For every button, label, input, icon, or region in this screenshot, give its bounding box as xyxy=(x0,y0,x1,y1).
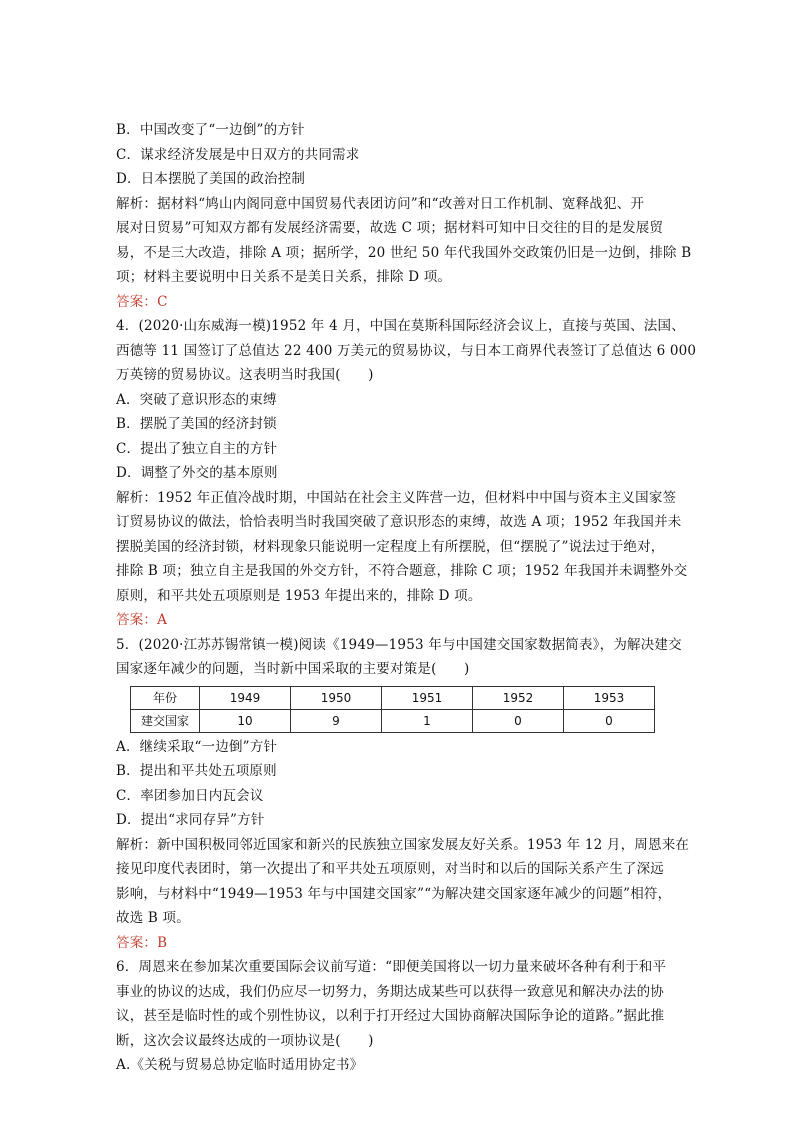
analysis-line: 原则，和平共处五项原则是 1953 年提出来的，排除 D 项。 xyxy=(116,587,482,604)
question-stem-line: 西德等 11 国签订了总值达 22 400 万美元的贸易协议，与日本工商界代表签订了总值达 6 000 xyxy=(116,342,697,359)
analysis-line: 展对日贸易”可知双方都有发展经济需要，故选 C 项；据材料可知中日交往的目的是发展贸 xyxy=(116,220,664,236)
table-cell: 1 xyxy=(382,709,473,732)
option-c: C．谋求经济发展是中日双方的共同需求 xyxy=(116,146,360,163)
question-stem-line: 5．(2020·江苏苏锡常镇一模)阅读《1949—1953 年与中国建交国家数据简表》，为解决建交 xyxy=(116,636,682,653)
diplomacy-data-table xyxy=(130,686,655,733)
analysis-line: 解析：新中国积极同邻近国家和新兴的民族独立国家发展友好关系。1953 年 12 月，周恩来在 xyxy=(116,836,690,853)
question-3 xyxy=(116,118,692,314)
option-b: B．中国改变了“一边倒”的方针 xyxy=(116,122,305,138)
question-stem-line: 6．周恩来在参加某次重要国际会议前写道：“即便美国将以一切力量来破坏各种有利于和平 xyxy=(116,959,667,975)
table-row xyxy=(131,686,655,709)
option-d: D．提出“求同存异”方针 xyxy=(116,812,265,828)
table-cell: 1951 xyxy=(382,686,473,709)
table-cell: 9 xyxy=(291,709,382,732)
table-header-cell: 年份 xyxy=(131,686,200,709)
option-d: D．日本摆脱了美国的政治控制 xyxy=(116,171,306,187)
table-cell: 0 xyxy=(473,709,564,732)
option-b: B．摆脱了美国的经济封锁 xyxy=(116,416,277,432)
question-6 xyxy=(116,955,680,1078)
analysis-line: 项；材料主要说明中日关系不是美日关系，排除 D 项。 xyxy=(116,269,452,285)
table-cell: 1950 xyxy=(291,686,382,709)
option-a: A．突破了意识形态的束缚 xyxy=(116,391,277,408)
table-cell: 0 xyxy=(564,709,655,732)
table-cell: 1952 xyxy=(473,686,564,709)
analysis-line: 解析：1952 年正值冷战时期，中国站在社会主义阵营一边，但材料中中国与资本主义国家签 xyxy=(116,489,677,506)
document-page xyxy=(116,118,697,1078)
analysis-line: 易，不是三大改造，排除 A 项；据所学，20 世纪 50 年代我国外交政策仍旧是一边倒，排除 B xyxy=(116,244,692,261)
option-c: C．提出了独立自主的方针 xyxy=(116,440,278,457)
question-4 xyxy=(116,314,697,633)
question-5 xyxy=(116,633,690,956)
table-cell: 10 xyxy=(200,709,291,732)
option-a: A.《关税与贸易总协定临时适用协定书》 xyxy=(116,1057,364,1073)
analysis-line: 故选 B 项。 xyxy=(116,910,190,926)
analysis-line: 接见印度代表团时，第一次提出了和平共处五项原则，对当时和以后的国际关系产生了深远 xyxy=(116,861,664,877)
option-c: C．率团参加日内瓦会议 xyxy=(116,787,264,804)
option-b: B．提出和平共处五项原则 xyxy=(116,763,277,779)
answer: 答案：A xyxy=(116,612,168,628)
analysis-line: 排除 B 项；独立自主是我国的外交方针，不符合题意，排除 C 项；1952 年我国并未调整外交 xyxy=(116,563,688,579)
answer: 答案：B xyxy=(116,934,168,951)
question-stem-line: 国家逐年减少的问题，当时新中国采取的主要对策是( ) xyxy=(116,661,470,677)
table-header-cell: 建交国家 xyxy=(131,709,200,732)
question-stem-line: 断，这次会议最终达成的一项协议是( ) xyxy=(116,1032,374,1049)
question-stem-line: 事业的协议的达成，我们仍应尽一切努力，务期达成某些可以获得一致意见和解决办法的协 xyxy=(116,983,664,1000)
table-cell: 1953 xyxy=(564,686,655,709)
question-stem-line: 4．(2020·山东威海一模)1952 年 4 月，中国在莫斯科国际经济会议上，直接与英国、法国、 xyxy=(116,318,685,334)
analysis-line: 订贸易协议的做法，恰恰表明当时我国突破了意识形态的束缚，故选 A 项；1952 年我国并未 xyxy=(116,514,682,530)
analysis-line: 摆脱美国的经济封锁，材料现象只能说明一定程度上有所摆脱，但“摆脱了”说法过于绝对， xyxy=(116,538,665,555)
question-stem-line: 议，甚至是临时性的或个别性协议，以利于打开经过大国协商解决国际争论的道路。”据此推 xyxy=(116,1008,665,1024)
answer: 答案：C xyxy=(116,293,168,310)
table-cell: 1949 xyxy=(200,686,291,709)
analysis-line: 解析：据材料“鸠山内阁同意中国贸易代表团访问”和“改善对日工作机制、宽释战犯、开 xyxy=(116,195,645,212)
option-d: D．调整了外交的基本原则 xyxy=(116,465,278,481)
question-stem-line: 万英镑的贸易协议。这表明当时我国( ) xyxy=(116,367,374,383)
option-a: A．继续采取“一边倒”方针 xyxy=(116,738,278,755)
table-row xyxy=(131,709,655,732)
analysis-line: 影响，与材料中“1949—1953 年与中国建交国家”“为解决建交国家逐年减少的问题”相符， xyxy=(116,885,672,902)
